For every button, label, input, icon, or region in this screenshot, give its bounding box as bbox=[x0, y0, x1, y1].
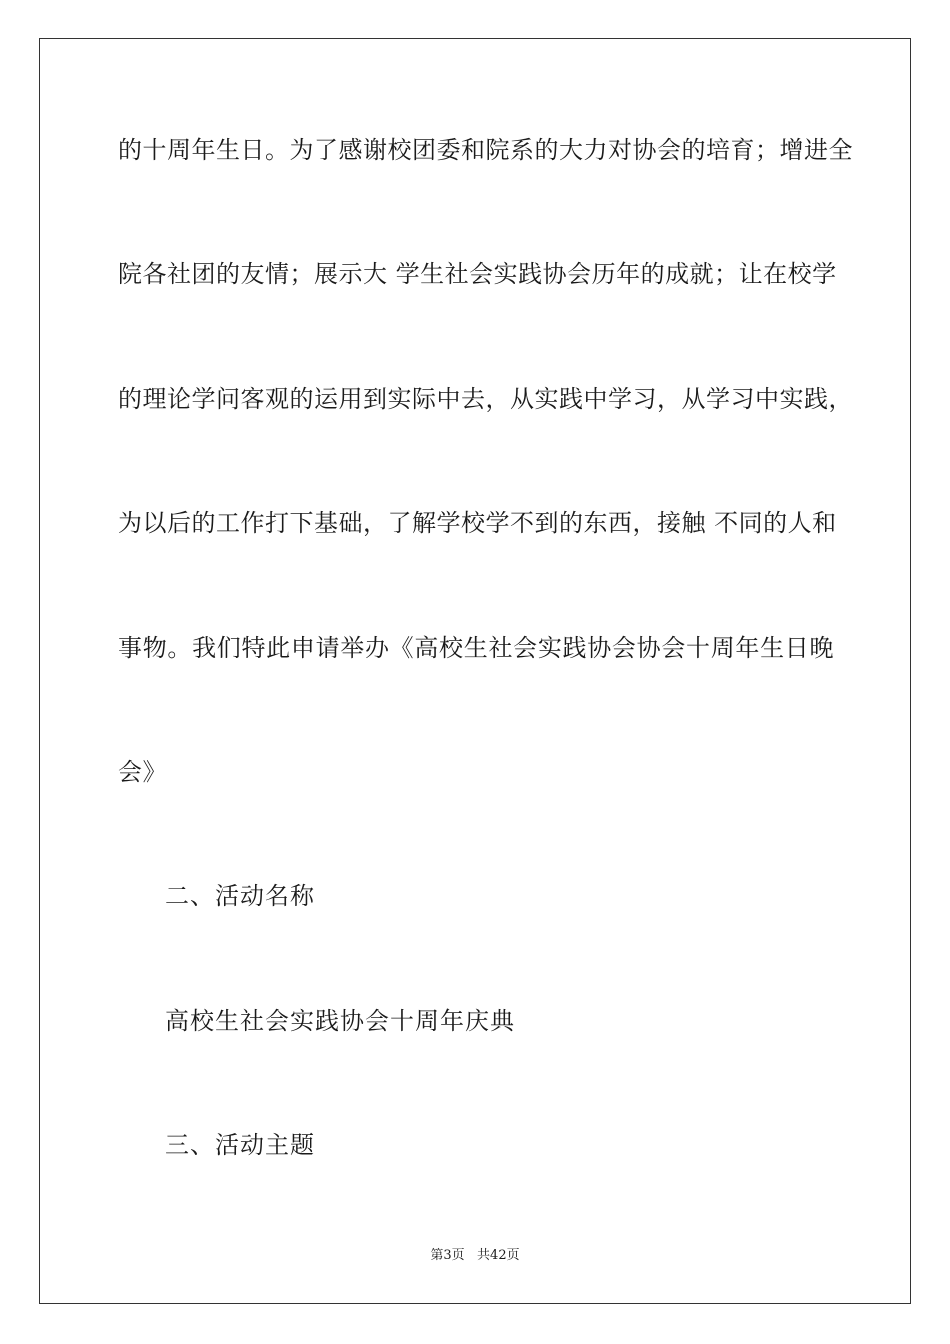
body-line-1: 的十周年生日。为了感谢校团委和院系的大力对协会的培育；增进全 bbox=[118, 136, 853, 164]
body-line-2: 院各社团的友情；展示大 学生社会实践协会历年的成就；让在校学 bbox=[118, 260, 837, 288]
section-2-heading: 二、活动名称 bbox=[165, 882, 315, 910]
section-3-heading: 三、活动主题 bbox=[165, 1131, 315, 1159]
body-line-4: 为以后的工作打下基础，了解学校学不到的东西，接触 不同的人和 bbox=[118, 509, 837, 537]
page-border bbox=[39, 38, 911, 1304]
body-line-3: 的理论学问客观的运用到实际中去，从实践中学习，从学习中实践， bbox=[118, 385, 853, 413]
body-line-5: 事物。我们特此申请举办《高校生社会实践协会协会十周年生日晚 bbox=[118, 634, 834, 662]
section-2-text: 高校生社会实践协会十周年庆典 bbox=[165, 1007, 515, 1035]
page-number: 第3页 共42页 bbox=[430, 1248, 520, 1263]
body-line-6: 会》 bbox=[118, 758, 167, 786]
